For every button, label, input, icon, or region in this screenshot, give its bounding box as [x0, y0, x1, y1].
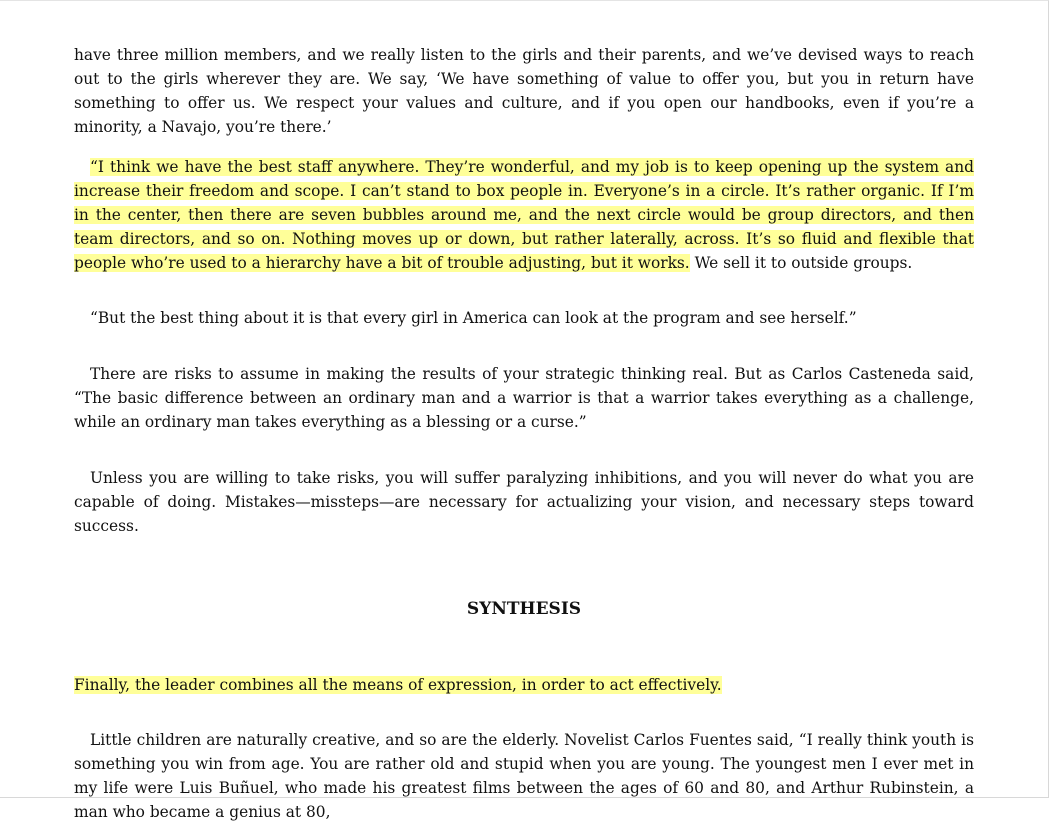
paragraph-1: have three million members, and we really listen to the girls and their parents, and we’ve devised ways to reach out to the girls wherever they are. We say, ‘We have something of value to offer you, but you in return have something to offer us. We respect your values and culture, and if you open our handbooks, even if you’re a minority, a Navajo, you’re there.’ [74, 46, 974, 136]
page-content [74, 43, 974, 824]
paragraph-2 [74, 155, 974, 275]
section-heading: SYNTHESIS [466, 599, 582, 619]
highlighted-line[interactable]: Finally, the leader combines all the means of expression, in order to act effectively. [74, 676, 722, 694]
paragraph-final: Little children are naturally creative, and so are the elderly. Novelist Carlos Fuentes said, “I really think youth is something you win from age. You are rather old and stupid when you are young. The youngest men I ever met in my life were Luis Buñuel, who made his greatest films between the ages of 60 and 80, and Arthur Rubinstein, a man who became a genius at 80, [74, 731, 974, 821]
paragraph-4: There are risks to assume in making the results of your strategic thinking real. But as Carlos Casteneda said, “The basic difference between an ordinary man and a warrior is that a warrior takes everything as a challenge, while an ordinary man takes everything as a blessing or a curse.” [74, 365, 974, 431]
paragraph-2-rest: We sell it to outside groups. [689, 254, 913, 272]
paragraph-5: Unless you are willing to take risks, you will suffer paralyzing inhibitions, and you will never do what you are capable of doing. Mistakes—missteps—are necessary for actualizing your vision, and necessary steps toward success. [74, 469, 974, 535]
highlighted-passage[interactable]: “I think we have the best staff anywhere. They’re wonderful, and my job is to keep opening up the system and increase their freedom and scope. I can’t stand to box people in. Everyone’s in a circle. It’s rather organic. If I’m in the center, then there are seven bubbles around me, and the next circle would be group directors, and then team directors, and so on. Nothing moves up or down, but rather laterally, across. It’s so fluid and flexible that people who’re used to a hierarchy have a bit of trouble adjusting, but it works. [74, 158, 974, 272]
highlight-line-paragraph [74, 673, 974, 697]
paragraph-3: “But the best thing about it is that every girl in America can look at the program and see herself.” [90, 309, 857, 327]
